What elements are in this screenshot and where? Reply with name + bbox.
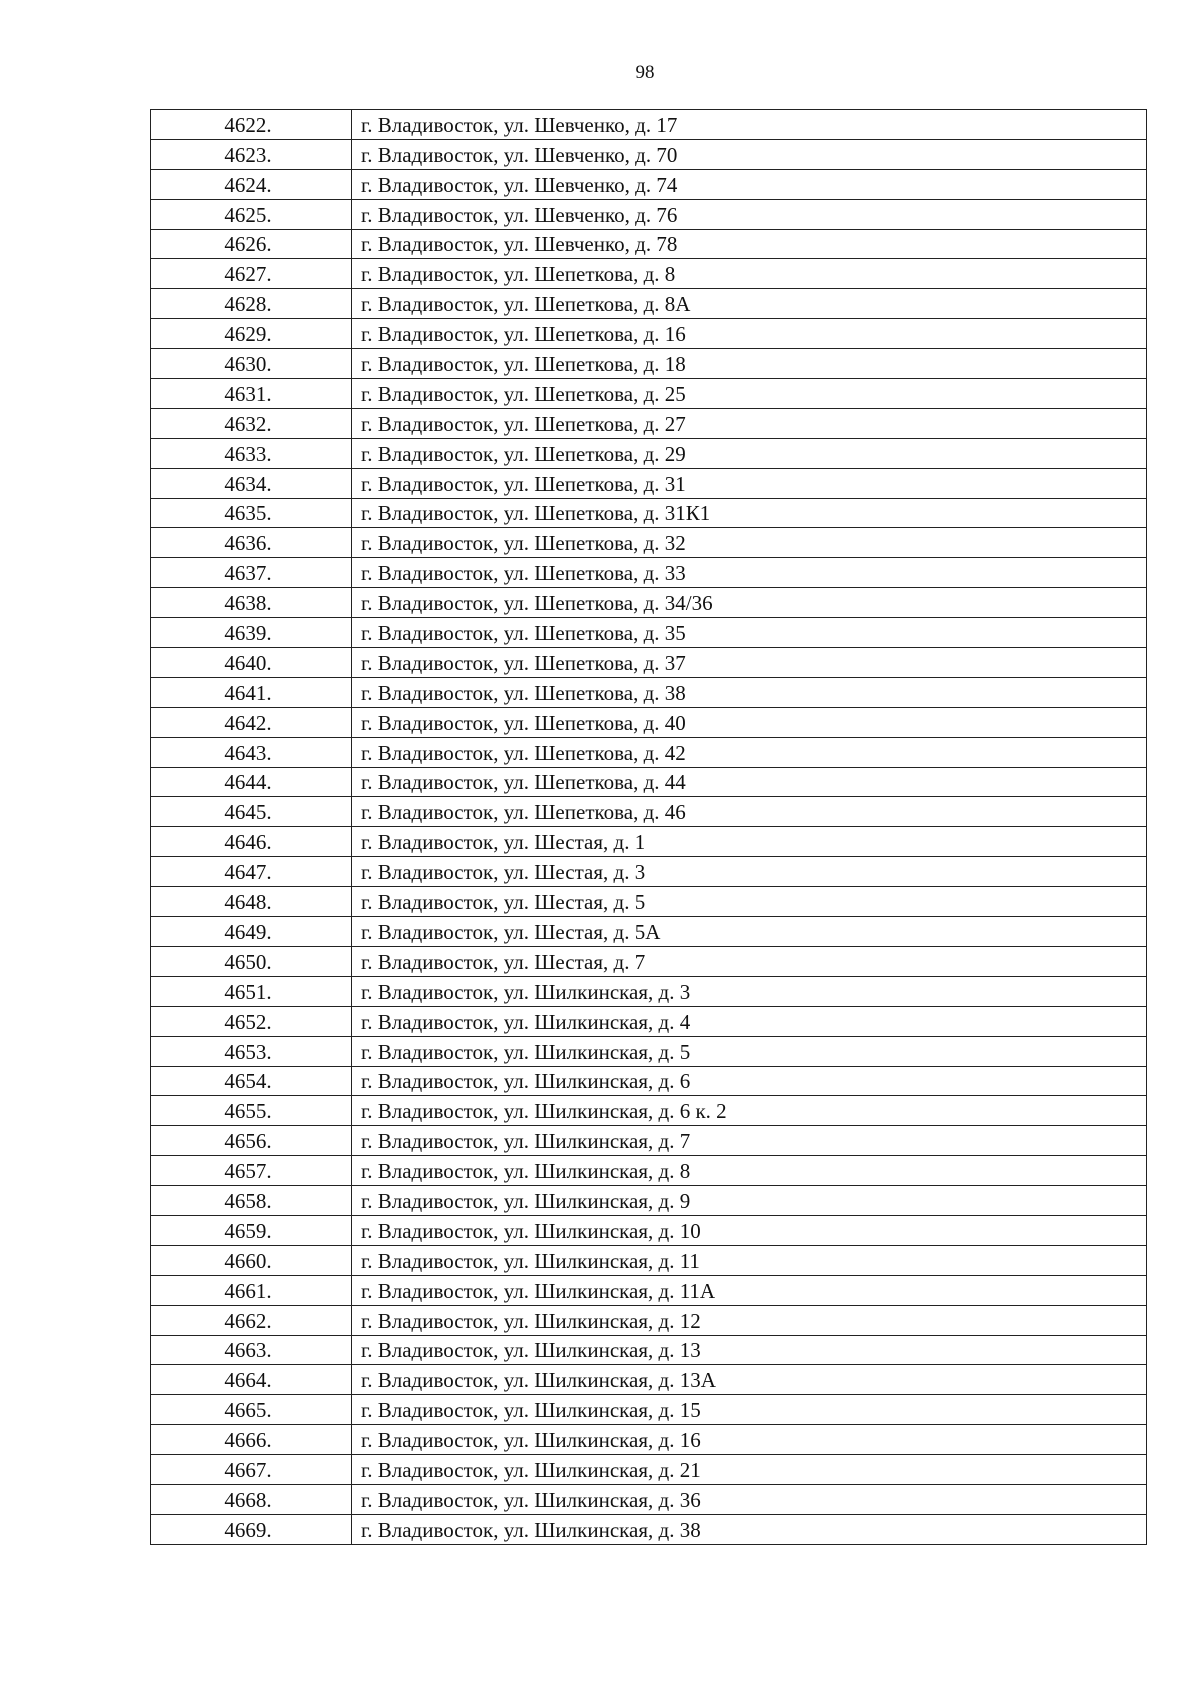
row-number: 4648. (151, 887, 352, 917)
row-address: г. Владивосток, ул. Шилкинская, д. 21 (352, 1455, 1147, 1485)
row-address: г. Владивосток, ул. Шилкинская, д. 9 (352, 1186, 1147, 1216)
table-row (151, 1245, 1147, 1275)
row-number: 4637. (151, 558, 352, 588)
row-number: 4628. (151, 289, 352, 319)
address-table-body (151, 110, 1147, 1545)
table-row (151, 408, 1147, 438)
row-number: 4652. (151, 1006, 352, 1036)
address-table (150, 109, 1147, 1545)
row-address: г. Владивосток, ул. Шепеткова, д. 38 (352, 677, 1147, 707)
table-row (151, 110, 1147, 140)
row-address: г. Владивосток, ул. Шепеткова, д. 27 (352, 408, 1147, 438)
table-row (151, 1365, 1147, 1395)
row-number: 4629. (151, 319, 352, 349)
row-address: г. Владивосток, ул. Шилкинская, д. 15 (352, 1395, 1147, 1425)
row-address: г. Владивосток, ул. Шепеткова, д. 35 (352, 618, 1147, 648)
row-number: 4643. (151, 737, 352, 767)
table-row (151, 1186, 1147, 1216)
row-address: г. Владивосток, ул. Шилкинская, д. 36 (352, 1484, 1147, 1514)
row-number: 4640. (151, 648, 352, 678)
row-address: г. Владивосток, ул. Шилкинская, д. 7 (352, 1126, 1147, 1156)
row-number: 4655. (151, 1096, 352, 1126)
row-number: 4659. (151, 1215, 352, 1245)
row-number: 4656. (151, 1126, 352, 1156)
row-number: 4624. (151, 169, 352, 199)
table-row (151, 1305, 1147, 1335)
row-number: 4669. (151, 1514, 352, 1544)
row-address: г. Владивосток, ул. Шепеткова, д. 46 (352, 797, 1147, 827)
table-row (151, 1275, 1147, 1305)
row-number: 4622. (151, 110, 352, 140)
table-row (151, 468, 1147, 498)
table-row (151, 498, 1147, 528)
row-number: 4623. (151, 139, 352, 169)
row-number: 4645. (151, 797, 352, 827)
row-number: 4633. (151, 438, 352, 468)
row-address: г. Владивосток, ул. Шепеткова, д. 37 (352, 648, 1147, 678)
table-row (151, 259, 1147, 289)
table-row (151, 1215, 1147, 1245)
row-address: г. Владивосток, ул. Шепеткова, д. 8А (352, 289, 1147, 319)
row-address: г. Владивосток, ул. Шестая, д. 7 (352, 946, 1147, 976)
row-number: 4646. (151, 827, 352, 857)
row-address: г. Владивосток, ул. Шилкинская, д. 3 (352, 976, 1147, 1006)
row-number: 4657. (151, 1156, 352, 1186)
table-row (151, 169, 1147, 199)
table-row (151, 349, 1147, 379)
row-number: 4647. (151, 857, 352, 887)
page-number: 98 (635, 62, 655, 83)
row-number: 4665. (151, 1395, 352, 1425)
row-address: г. Владивосток, ул. Шепеткова, д. 44 (352, 767, 1147, 797)
table-row (151, 857, 1147, 887)
row-address: г. Владивосток, ул. Шевченко, д. 78 (352, 229, 1147, 259)
table-row (151, 588, 1147, 618)
row-address: г. Владивосток, ул. Шилкинская, д. 6 к. 2 (352, 1096, 1147, 1126)
table-row (151, 1006, 1147, 1036)
row-number: 4664. (151, 1365, 352, 1395)
row-number: 4668. (151, 1484, 352, 1514)
row-number: 4636. (151, 528, 352, 558)
row-address: г. Владивосток, ул. Шепеткова, д. 32 (352, 528, 1147, 558)
row-address: г. Владивосток, ул. Шилкинская, д. 16 (352, 1425, 1147, 1455)
row-address: г. Владивосток, ул. Шепеткова, д. 29 (352, 438, 1147, 468)
row-address: г. Владивосток, ул. Шевченко, д. 74 (352, 169, 1147, 199)
table-row (151, 797, 1147, 827)
table-row (151, 438, 1147, 468)
table-row (151, 319, 1147, 349)
table-row (151, 618, 1147, 648)
row-number: 4635. (151, 498, 352, 528)
row-number: 4663. (151, 1335, 352, 1365)
row-address: г. Владивосток, ул. Шепеткова, д. 31 (352, 468, 1147, 498)
row-address: г. Владивосток, ул. Шепеткова, д. 33 (352, 558, 1147, 588)
table-row (151, 1156, 1147, 1186)
row-address: г. Владивосток, ул. Шилкинская, д. 13А (352, 1365, 1147, 1395)
row-number: 4638. (151, 588, 352, 618)
row-address: г. Владивосток, ул. Шилкинская, д. 5 (352, 1036, 1147, 1066)
table-row (151, 1335, 1147, 1365)
row-number: 4666. (151, 1425, 352, 1455)
table-row (151, 946, 1147, 976)
row-number: 4644. (151, 767, 352, 797)
table-row (151, 887, 1147, 917)
table-row (151, 1484, 1147, 1514)
row-address: г. Владивосток, ул. Шестая, д. 5 (352, 887, 1147, 917)
row-address: г. Владивосток, ул. Шепеткова, д. 18 (352, 349, 1147, 379)
table-row (151, 917, 1147, 947)
row-number: 4658. (151, 1186, 352, 1216)
table-row (151, 707, 1147, 737)
row-number: 4632. (151, 408, 352, 438)
row-address: г. Владивосток, ул. Шепеткова, д. 40 (352, 707, 1147, 737)
row-number: 4630. (151, 349, 352, 379)
table-row (151, 379, 1147, 409)
row-address: г. Владивосток, ул. Шевченко, д. 17 (352, 110, 1147, 140)
table-row (151, 1066, 1147, 1096)
row-address: г. Владивосток, ул. Шепеткова, д. 31К1 (352, 498, 1147, 528)
table-row (151, 229, 1147, 259)
table-row (151, 139, 1147, 169)
row-address: г. Владивосток, ул. Шестая, д. 1 (352, 827, 1147, 857)
table-row (151, 976, 1147, 1006)
row-address: г. Владивосток, ул. Шилкинская, д. 38 (352, 1514, 1147, 1544)
row-address: г. Владивосток, ул. Шестая, д. 3 (352, 857, 1147, 887)
row-number: 4626. (151, 229, 352, 259)
table-row (151, 1455, 1147, 1485)
table-row (151, 1126, 1147, 1156)
row-address: г. Владивосток, ул. Шилкинская, д. 4 (352, 1006, 1147, 1036)
table-row (151, 1514, 1147, 1544)
row-number: 4661. (151, 1275, 352, 1305)
row-address: г. Владивосток, ул. Шевченко, д. 70 (352, 139, 1147, 169)
table-row (151, 677, 1147, 707)
row-address: г. Владивосток, ул. Шилкинская, д. 11 (352, 1245, 1147, 1275)
table-row (151, 289, 1147, 319)
row-number: 4642. (151, 707, 352, 737)
table-row (151, 199, 1147, 229)
table-row (151, 767, 1147, 797)
table-row (151, 1096, 1147, 1126)
row-number: 4641. (151, 677, 352, 707)
row-address: г. Владивосток, ул. Шилкинская, д. 8 (352, 1156, 1147, 1186)
row-address: г. Владивосток, ул. Шилкинская, д. 12 (352, 1305, 1147, 1335)
row-address: г. Владивосток, ул. Шепеткова, д. 16 (352, 319, 1147, 349)
row-address: г. Владивосток, ул. Шестая, д. 5А (352, 917, 1147, 947)
row-number: 4627. (151, 259, 352, 289)
table-row (151, 528, 1147, 558)
row-address: г. Владивосток, ул. Шилкинская, д. 13 (352, 1335, 1147, 1365)
row-number: 4625. (151, 199, 352, 229)
row-address: г. Владивосток, ул. Шилкинская, д. 11А (352, 1275, 1147, 1305)
row-number: 4653. (151, 1036, 352, 1066)
table-row (151, 558, 1147, 588)
row-number: 4667. (151, 1455, 352, 1485)
row-address: г. Владивосток, ул. Шепеткова, д. 42 (352, 737, 1147, 767)
row-address: г. Владивосток, ул. Шевченко, д. 76 (352, 199, 1147, 229)
row-number: 4651. (151, 976, 352, 1006)
row-number: 4660. (151, 1245, 352, 1275)
table-row (151, 648, 1147, 678)
row-number: 4634. (151, 468, 352, 498)
row-number: 4662. (151, 1305, 352, 1335)
row-number: 4631. (151, 379, 352, 409)
row-address: г. Владивосток, ул. Шепеткова, д. 25 (352, 379, 1147, 409)
row-address: г. Владивосток, ул. Шепеткова, д. 8 (352, 259, 1147, 289)
table-row (151, 827, 1147, 857)
table-row (151, 737, 1147, 767)
table-row (151, 1036, 1147, 1066)
table-row (151, 1395, 1147, 1425)
row-address: г. Владивосток, ул. Шепеткова, д. 34/36 (352, 588, 1147, 618)
row-address: г. Владивосток, ул. Шилкинская, д. 6 (352, 1066, 1147, 1096)
row-number: 4649. (151, 917, 352, 947)
row-number: 4654. (151, 1066, 352, 1096)
row-number: 4650. (151, 946, 352, 976)
table-row (151, 1425, 1147, 1455)
row-number: 4639. (151, 618, 352, 648)
row-address: г. Владивосток, ул. Шилкинская, д. 10 (352, 1215, 1147, 1245)
